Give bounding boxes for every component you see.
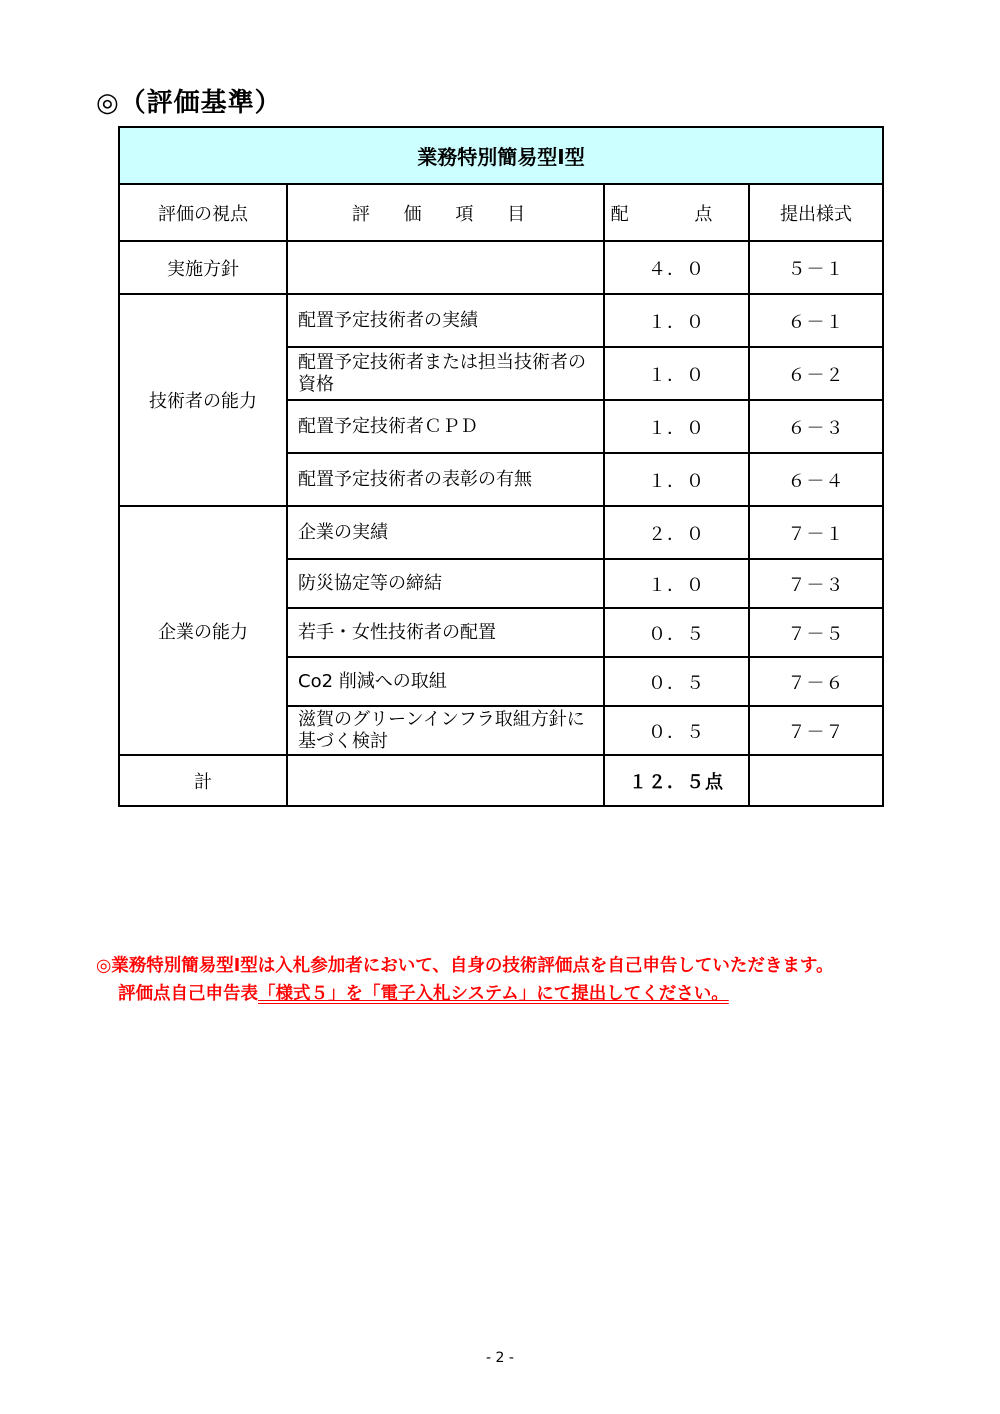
item-cell — [287, 241, 604, 294]
header-item: 評 価 項 目 — [287, 184, 604, 241]
evaluation-criteria-table — [118, 126, 884, 807]
total-label: 計 — [119, 755, 287, 806]
table-title: 業務特別簡易型Ⅰ型 — [119, 127, 883, 184]
table-header-row — [119, 184, 883, 241]
viewpoint-cell: 実施方針 — [119, 241, 287, 294]
total-item-cell — [287, 755, 604, 806]
notice-line-2-prefix: 評価点自己申告表 — [118, 984, 258, 1004]
item-cell: 配置予定技術者の表彰の有無 — [287, 453, 604, 506]
points-cell: ２．０ — [604, 506, 749, 559]
form-cell: ６－１ — [749, 294, 883, 347]
item-cell: 若手・女性技術者の配置 — [287, 608, 604, 657]
page-number: - 2 - — [486, 1350, 514, 1366]
points-cell: ０．５ — [604, 608, 749, 657]
notice-line-2 — [96, 980, 916, 1008]
form-cell: ７－７ — [749, 706, 883, 755]
table-row — [119, 241, 883, 294]
table-title-row — [119, 127, 883, 184]
viewpoint-cell: 技術者の能力 — [119, 294, 287, 506]
points-cell: １．０ — [604, 400, 749, 453]
total-points: １２．５点 — [604, 755, 749, 806]
total-row — [119, 755, 883, 806]
viewpoint-cell: 企業の能力 — [119, 506, 287, 755]
points-cell: ０．５ — [604, 657, 749, 706]
points-cell: ４．０ — [604, 241, 749, 294]
notice-line-1: ◎業務特別簡易型Ⅰ型は入札参加者において、自身の技術評価点を自己申告していただきます。 — [96, 956, 834, 976]
form-cell: ７－１ — [749, 506, 883, 559]
form-cell: ５－１ — [749, 241, 883, 294]
item-cell: 防災協定等の締結 — [287, 559, 604, 608]
page-heading: ◎（評価基準） — [96, 88, 282, 118]
points-cell: １．０ — [604, 347, 749, 400]
item-cell: 配置予定技術者または担当技術者の資格 — [287, 347, 604, 400]
points-cell: １．０ — [604, 559, 749, 608]
header-points: 配 点 — [604, 184, 749, 241]
form-cell: ６－２ — [749, 347, 883, 400]
points-cell: ０．５ — [604, 706, 749, 755]
form-cell: ７－３ — [749, 559, 883, 608]
header-form: 提出様式 — [749, 184, 883, 241]
points-cell: １．０ — [604, 453, 749, 506]
item-cell: 滋賀のグリーンインフラ取組方針に基づく検討 — [287, 706, 604, 755]
form-cell: ７－５ — [749, 608, 883, 657]
item-cell: 配置予定技術者の実績 — [287, 294, 604, 347]
form-cell: ６－３ — [749, 400, 883, 453]
form-cell: ６－４ — [749, 453, 883, 506]
item-cell: 配置予定技術者ＣＰＤ — [287, 400, 604, 453]
total-form-cell — [749, 755, 883, 806]
table-row — [119, 506, 883, 559]
item-cell: 企業の実績 — [287, 506, 604, 559]
notice-text — [96, 952, 916, 1008]
form-cell: ７－６ — [749, 657, 883, 706]
table-row — [119, 294, 883, 347]
header-viewpoint: 評価の視点 — [119, 184, 287, 241]
points-cell: １．０ — [604, 294, 749, 347]
item-cell: Co2 削減への取組 — [287, 657, 604, 706]
notice-line-2-underlined: 「様式５」を「電子入札システム」にて提出してください。 — [258, 984, 729, 1004]
